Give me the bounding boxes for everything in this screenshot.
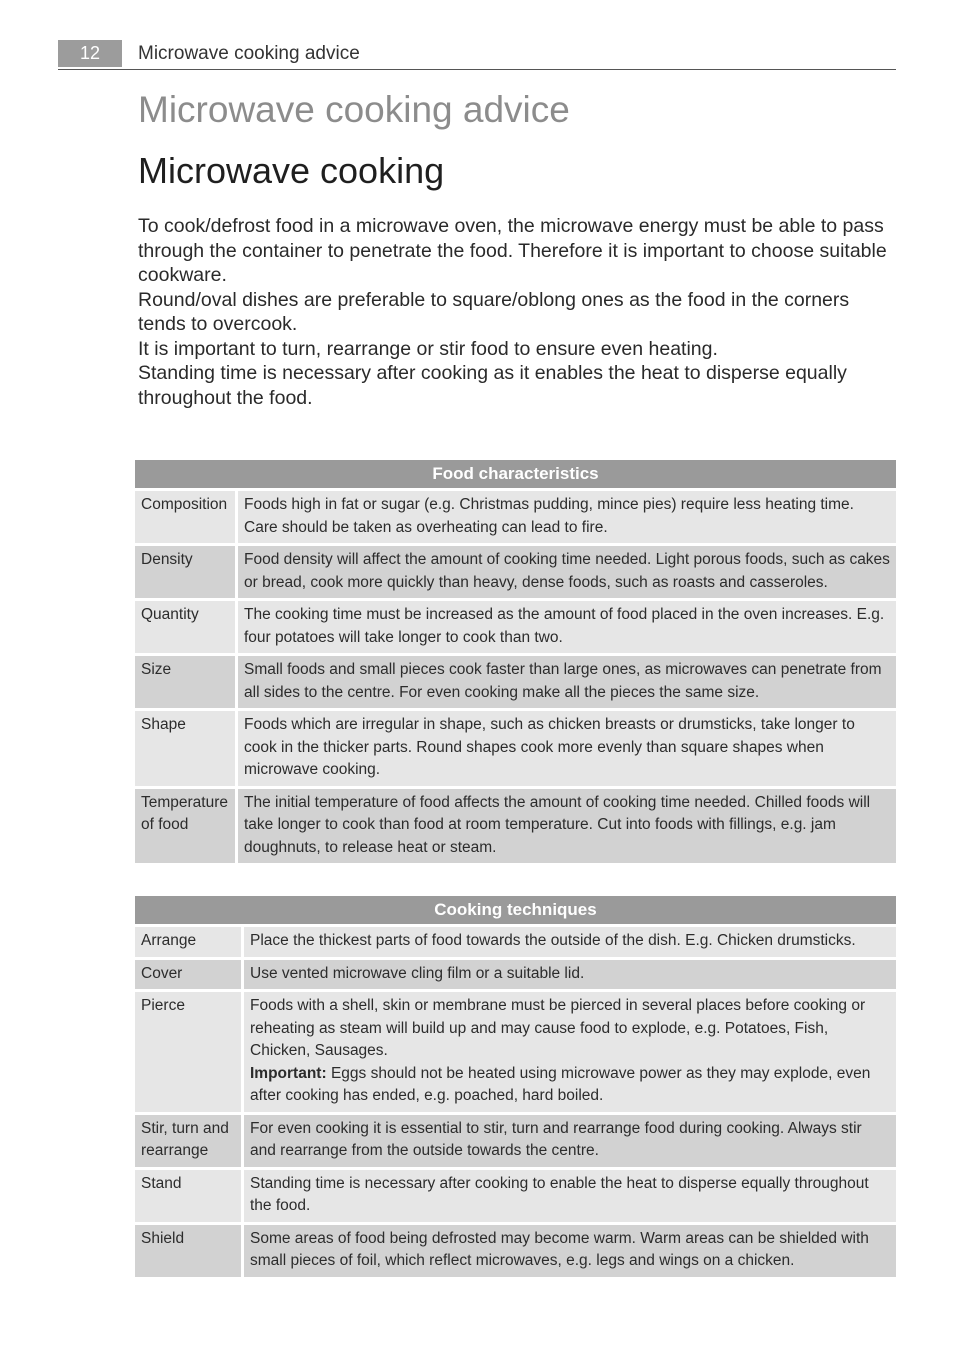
table-row xyxy=(135,1115,896,1167)
table-row xyxy=(135,491,896,543)
important-text: Eggs should not be heated using microwave power as they may explode, even after cooking has ended, e.g. poached, hard boiled. xyxy=(250,1064,871,1104)
row-label: Arrange xyxy=(135,927,244,957)
row-text: Foods with a shell, skin or membrane must be pierced in several places before cooking or reheating as steam will build up and may cause food to explode, e.g. Potatoes, Fish, Chicken, Sausages. xyxy=(250,997,866,1059)
row-label: Size xyxy=(135,656,238,708)
row-label: Cover xyxy=(135,960,244,990)
table-row xyxy=(135,601,896,653)
intro-paragraph: Standing time is necessary after cooking as it enables the heat to disperse equally throughout the food. xyxy=(138,362,847,409)
row-text: Place the thickest parts of food towards the outside of the dish. E.g. Chicken drumsticks. xyxy=(244,927,896,957)
page-number: 12 xyxy=(58,40,122,67)
table-title: Food characteristics xyxy=(135,460,896,488)
table-row xyxy=(135,927,896,957)
row-label: Shield xyxy=(135,1225,244,1277)
table-row xyxy=(135,711,896,786)
row-text: Standing time is necessary after cooking to enable the heat to disperse equally throughout the food. xyxy=(244,1170,896,1222)
table-header-row xyxy=(135,896,896,924)
row-label: Shape xyxy=(135,711,238,786)
running-title: Microwave cooking advice xyxy=(138,43,360,64)
row-text: Small foods and small pieces cook faster than large ones, as microwaves can penetrate from all sides to the centre. For even cooking make all the pieces the same size. xyxy=(238,656,896,708)
intro-paragraph: It is important to turn, rearrange or stir food to ensure even heating. xyxy=(138,337,718,360)
table-row xyxy=(135,1225,896,1277)
table-row xyxy=(135,789,896,864)
page-header xyxy=(58,40,896,70)
food-characteristics-table xyxy=(135,457,896,866)
row-text: For even cooking it is essential to stir, turn and rearrange food during cooking. Always stir and rearrange from the outside towards the centre. xyxy=(244,1115,896,1167)
row-label: Stand xyxy=(135,1170,244,1222)
chapter-title: Microwave cooking advice xyxy=(138,89,570,130)
intro-paragraph: To cook/defrost food in a microwave oven, the microwave energy must be able to pass through the container to penetrate the food. Therefore it is important to choose suitable cookware. xyxy=(138,215,887,286)
table-row xyxy=(135,656,896,708)
row-label: Pierce xyxy=(135,992,244,1112)
intro-paragraph: Round/oval dishes are preferable to square/oblong ones as the food in the corners tends to overcook. xyxy=(138,288,850,335)
row-text: The cooking time must be increased as the amount of food placed in the oven increases. E.g. four potatoes will take longer to cook than two. xyxy=(238,601,896,653)
table-row xyxy=(135,546,896,598)
table-title: Cooking techniques xyxy=(135,896,896,924)
row-label: Quantity xyxy=(135,601,238,653)
row-label: Temperature of food xyxy=(135,789,238,864)
table-row xyxy=(135,960,896,990)
row-label: Composition xyxy=(135,491,238,543)
row-text: Foods high in fat or sugar (e.g. Christmas pudding, mince pies) require less heating time. Care should be taken as overheating can lead to fire. xyxy=(238,491,896,543)
table-header-row xyxy=(135,460,896,488)
row-text: Food density will affect the amount of cooking time needed. Light porous foods, such as cakes or bread, cook more quickly than heavy, dense foods, such as roasts and casseroles. xyxy=(238,546,896,598)
row-label: Stir, turn and rearrange xyxy=(135,1115,244,1167)
table-row xyxy=(135,992,896,1112)
row-text: Foods which are irregular in shape, such as chicken breasts or drumsticks, take longer to cook in the thicker parts. Round shapes cook more evenly than square shapes when microwave cooking. xyxy=(238,711,896,786)
important-label: Important: xyxy=(250,1064,327,1082)
table-row xyxy=(135,1170,896,1222)
row-text-group xyxy=(244,992,896,1112)
intro-text xyxy=(138,214,888,410)
row-text: Some areas of food being defrosted may become warm. Warm areas can be shielded with small pieces of foil, which reflect microwaves, e.g. legs and wings on a chicken. xyxy=(244,1225,896,1277)
cooking-techniques-table xyxy=(135,893,896,1280)
row-text: Use vented microwave cling film or a suitable lid. xyxy=(244,960,896,990)
row-label: Density xyxy=(135,546,238,598)
section-title: Microwave cooking xyxy=(138,150,445,191)
row-text: The initial temperature of food affects the amount of cooking time needed. Chilled foods will take longer to cook than food at room temperature. Cut into foods with fillings, e.g. jam doughnuts, to release heat or steam. xyxy=(238,789,896,864)
